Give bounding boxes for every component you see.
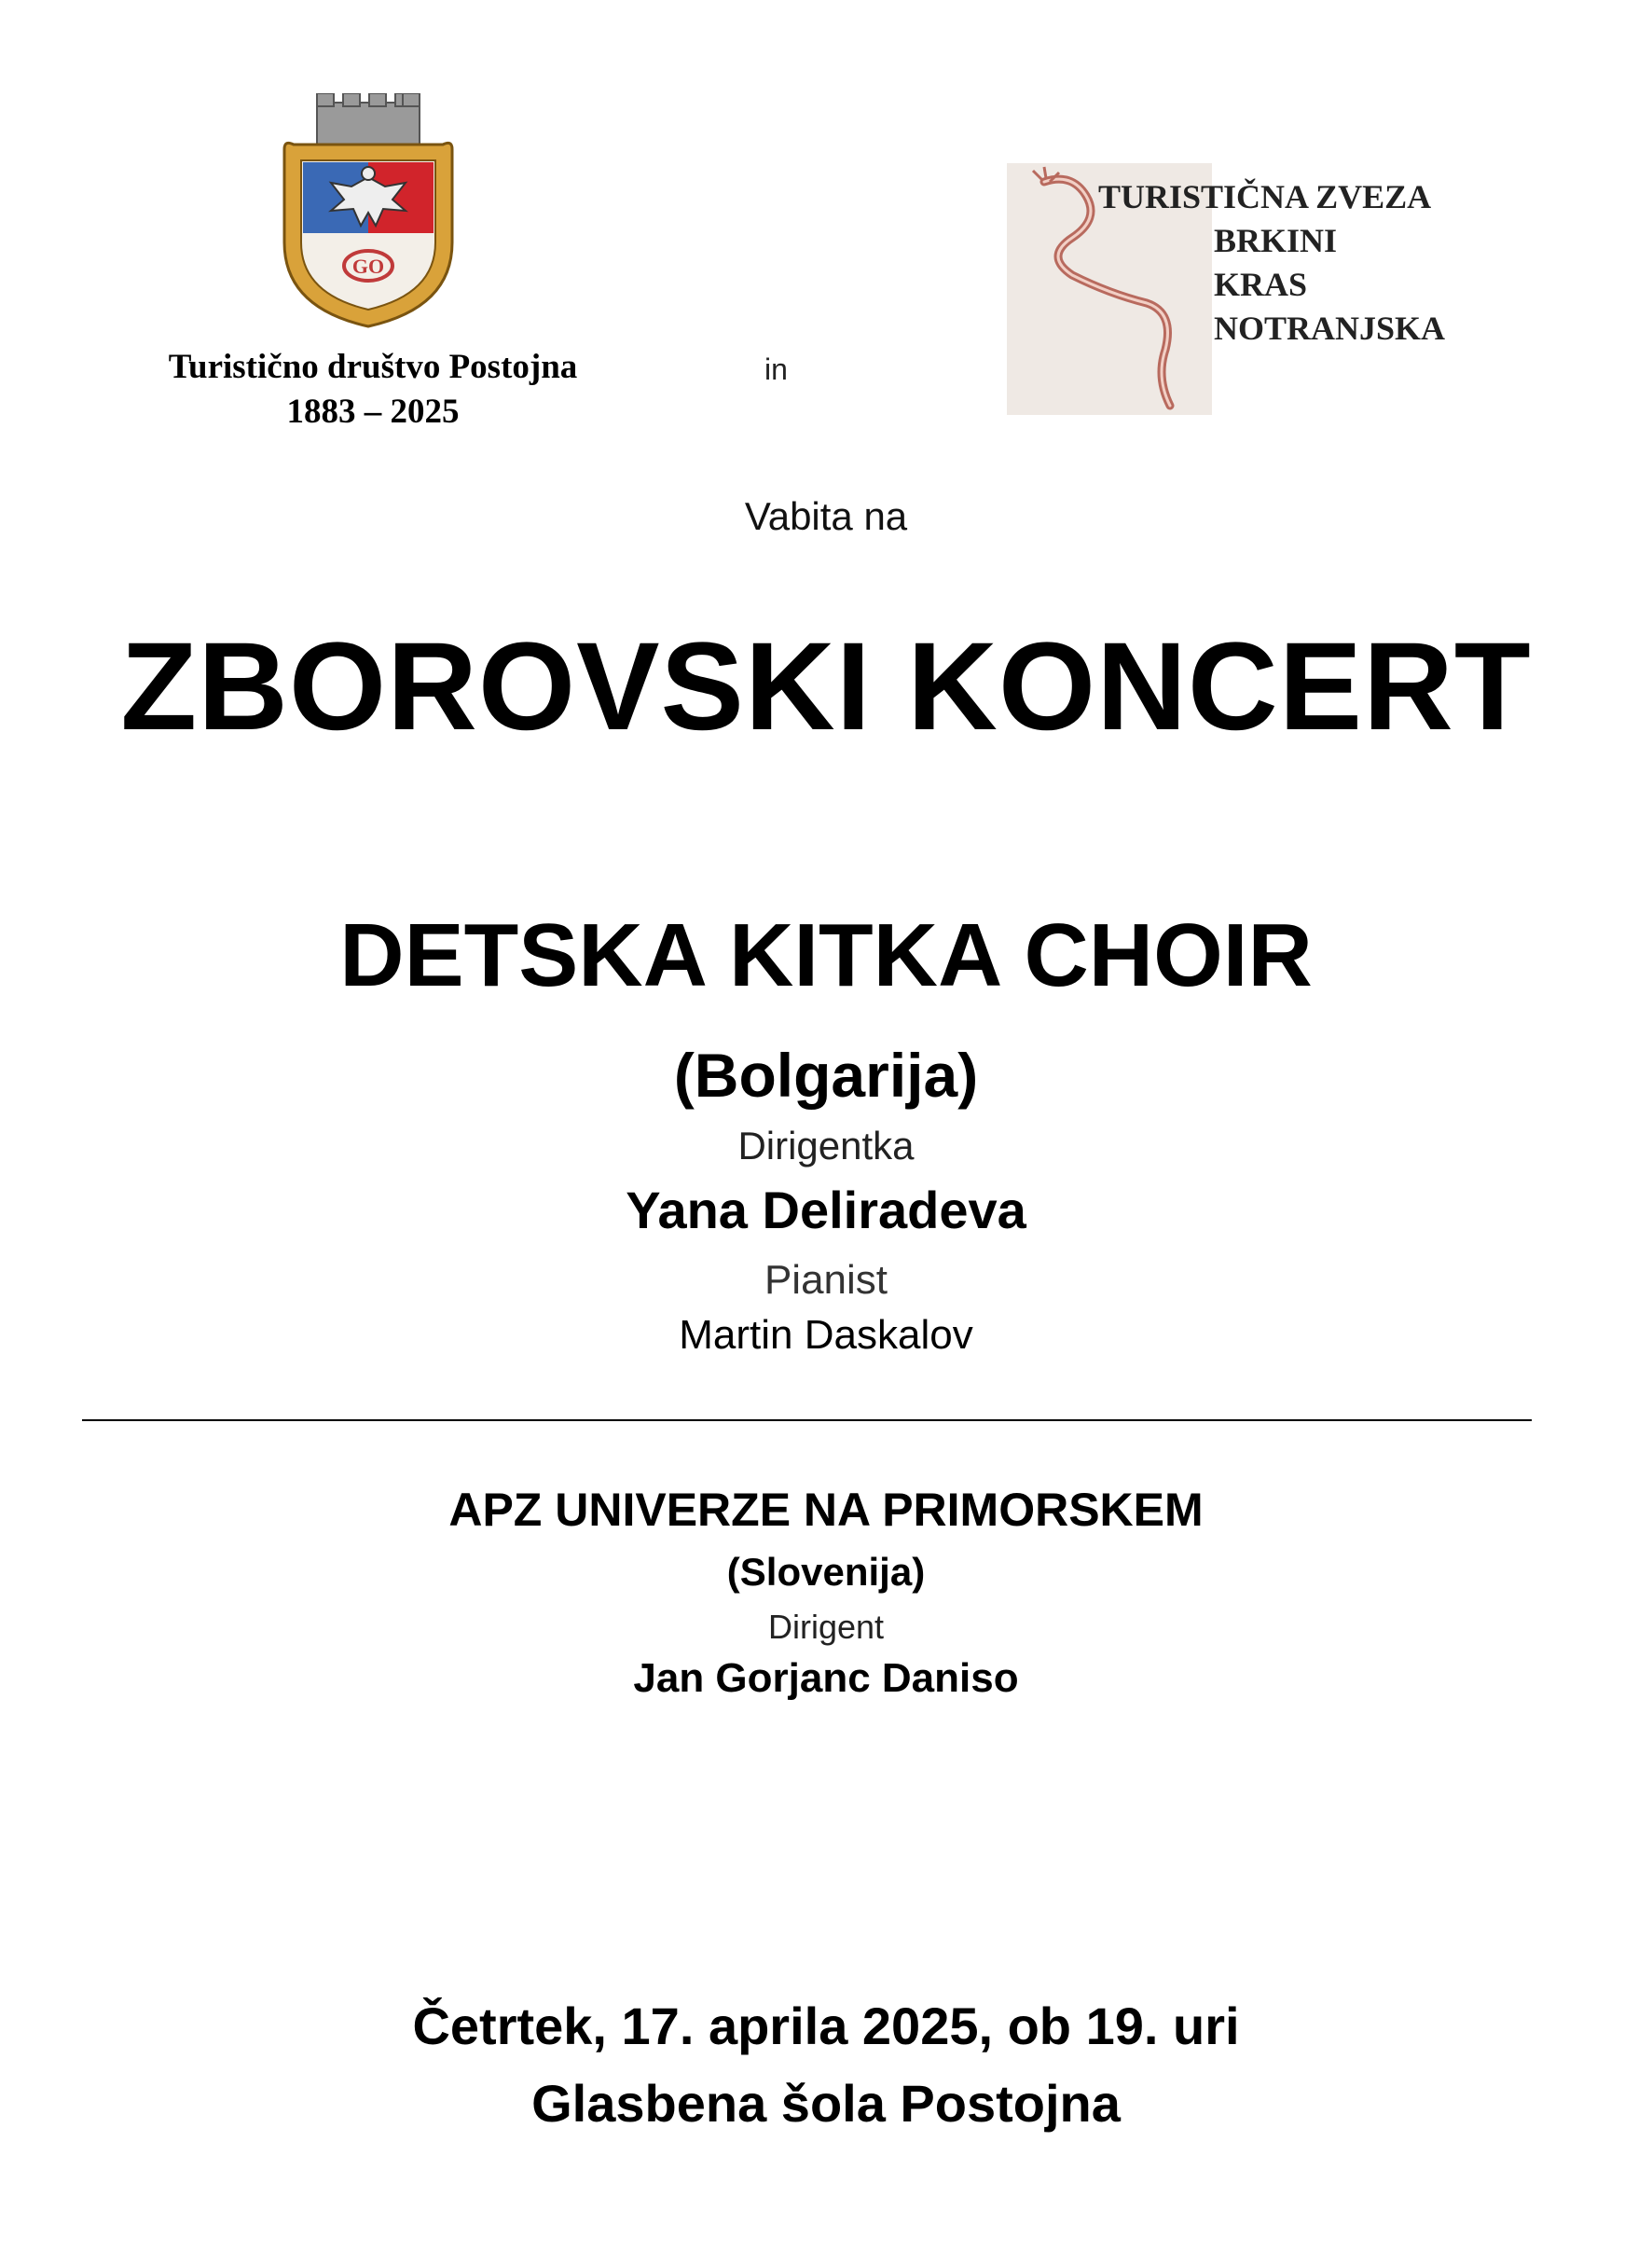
performer1-choir: DETSKA KITKA CHOIR (339, 905, 1313, 1005)
right-org-line: NOTRANJSKA (1214, 310, 1446, 347)
performer2-conductor-name: Jan Gorjanc Daniso (633, 1655, 1019, 1701)
event-date-time: Četrtek, 17. aprila 2025, ob 19. uri (412, 1997, 1240, 2055)
performer2-choir: APZ UNIVERZE NA PRIMORSKEM (448, 1484, 1204, 1536)
performer2-conductor-label: Dirigent (767, 1608, 885, 1646)
right-org-line: BRKINI (1214, 222, 1338, 259)
performer1-conductor-label: Dirigentka (737, 1124, 915, 1168)
performer2-country: (Slovenija) (726, 1550, 926, 1594)
svg-text:GO: GO (351, 255, 385, 278)
page-title: ZBOROVSKI KONCERT (120, 617, 1532, 756)
left-org-name: Turistično društvo Postojna (168, 348, 578, 386)
performer1-conductor-name: Yana Deliradeva (626, 1181, 1026, 1239)
right-org-line: KRAS (1214, 266, 1308, 303)
conjunction-text: in (764, 352, 788, 386)
left-org-years: 1883 – 2025 (286, 393, 460, 431)
right-org-name (1098, 175, 1445, 351)
invitation-text: Vabita na (744, 494, 908, 538)
performer1-country: (Bolgarija) (673, 1041, 979, 1110)
performer1-pianist-name: Martin Daskalov (679, 1312, 973, 1358)
postojna-coat-of-arms-icon (275, 93, 461, 336)
right-org-line: TURISTIČNA ZVEZA (1098, 178, 1432, 215)
performer1-pianist-label: Pianist (764, 1257, 888, 1303)
event-venue: Glasbena šola Postojna (531, 2074, 1121, 2133)
section-divider (82, 1419, 1532, 1421)
